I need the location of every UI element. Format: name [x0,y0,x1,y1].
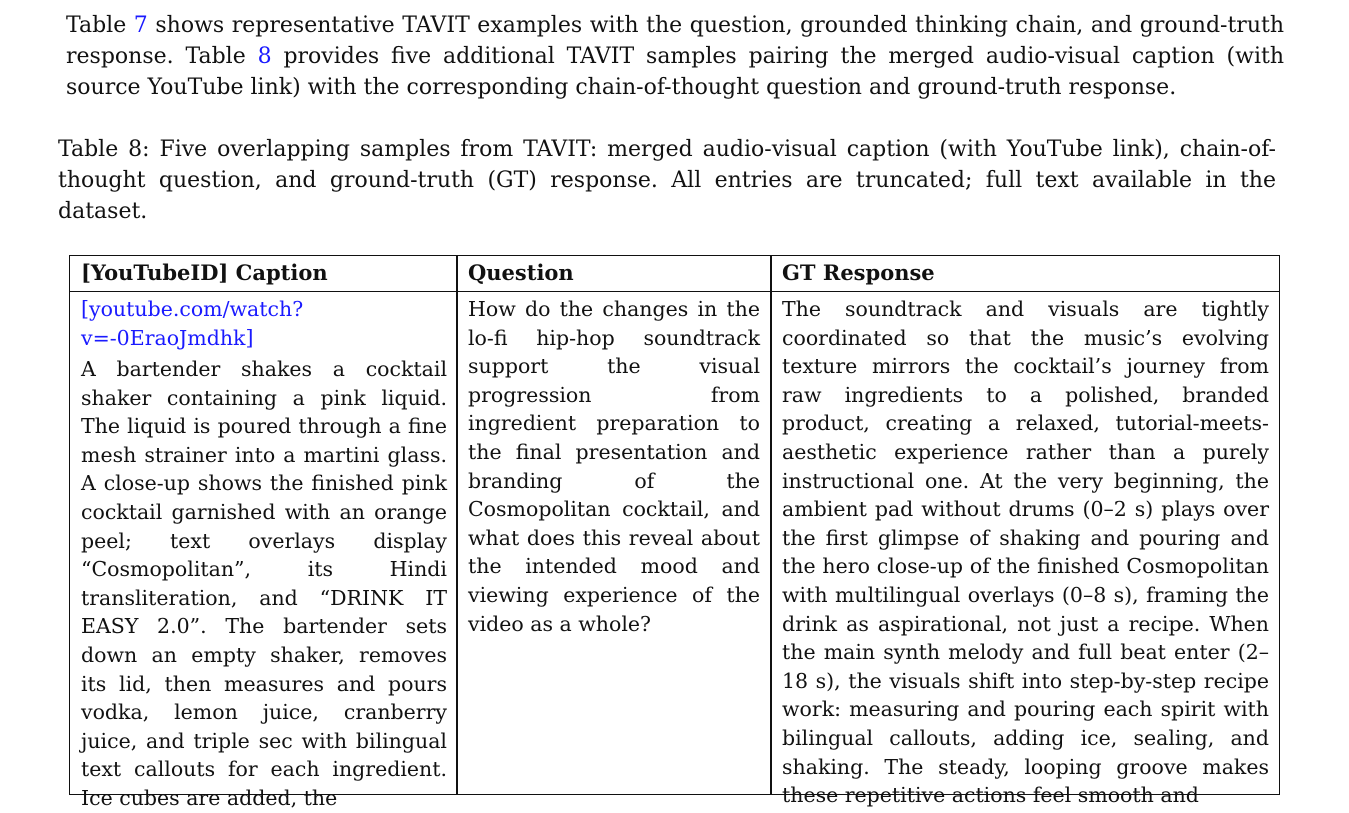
table-7-reference-link[interactable]: 7 [133,13,148,38]
intro-text-2: shows representative TAVIT examples with the question, grounded thinking chain, and ground-truth response. Table [66,13,1285,69]
column-divider [770,256,772,794]
header-gt-response: GT Response [782,260,935,285]
table-cell-caption [81,292,447,813]
samples-table [69,255,1280,810]
table-caption: Table 8: Five overlapping samples from TAVIT: merged audio-visual caption (with YouTube link), chain-of-thought question, and ground-truth (GT) response. All entries are truncated; full text available in the dataset. [58,137,1276,224]
table-cell-gt-response [782,292,1269,810]
intro-text-3: provides five additional TAVIT samples pairing the merged audio-visual caption (with source YouTube link) with the corresponding chain-of-thought question and ground-truth response. [66,44,1284,100]
caption-text: A bartender shakes a cocktail shaker containing a pink liquid. The liquid is poured through a fine mesh strainer into a martini glass. A close-up shows the finished pink cocktail garnished with an orange peel; text overlays display “Cosmopolitan”, its Hindi transliteration, and “DRINK IT EASY 2.0”. The bartender sets down an empty shaker, removes its lid, then measures and pours vodka, lemon juice, cranberry juice, and triple sec with bilingual text callouts for each ingredient. Ice cubes are added, the [81,357,447,810]
gt-response-text: The soundtrack and visuals are tightly coordinated so that the music’s evolving texture mirrors the cocktail’s journey from raw ingredients to a polished, branded product, creating a relaxed, tutorial-meets-aesthetic experience rather than a purely instructional one. At the very beginning, the ambient pad without drums (0–2 s) plays over the first glimpse of shaking and pouring and the hero close-up of the finished Cosmopolitan with multilingual overlays (0–8 s), framing the drink as aspirational, not just a recipe. When the main synth melody and full beat enter (2–18 s), the visuals shift into step-by-step recipe work: measuring and pouring each spirit with bilingual callouts, adding ice, sealing, and shaking. The steady, looping groove makes these repetitive actions feel smooth and [782,297,1269,808]
youtube-link[interactable]: [youtube.com/watch?v=-0EraoJmdhk] [81,297,304,350]
question-text: How do the changes in the lo-fi hip-hop soundtrack support the visual progression from ingredient preparation to the final presentation and branding of the Cosmopolitan cocktail, and what does this reveal about the intended mood and viewing experience of the video as a whole? [468,297,760,636]
table-cell-question [468,292,760,638]
table-8-reference-link[interactable]: 8 [257,44,272,69]
header-question: Question [468,260,574,285]
column-divider [456,256,458,794]
table-header-row [70,256,1279,292]
intro-text-1: Table [66,13,134,38]
intro-paragraph [66,10,1284,103]
header-caption: [YouTubeID] Caption [81,260,328,285]
